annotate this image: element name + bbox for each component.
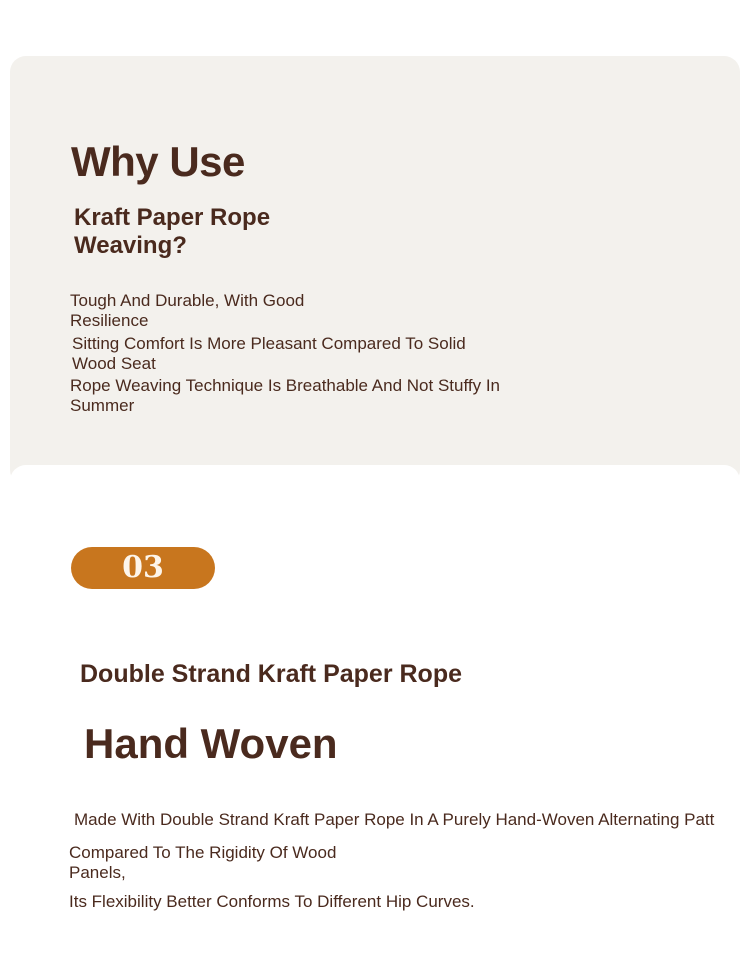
feature-description: Made With Double Strand Kraft Paper Rope In A Purely Hand-Woven Alternating Patt xyxy=(74,810,715,829)
benefit-item: Tough And Durable, With Good Resilience xyxy=(70,291,305,330)
benefit-item: Rope Weaving Technique Is Breathable And Not Stuffy In Summer xyxy=(70,376,501,415)
why-use-title: Why Use xyxy=(71,138,245,185)
feature-description: Its Flexibility Better Conforms To Different Hip Curves. xyxy=(69,892,475,911)
feature-headline: Hand Woven xyxy=(84,720,338,767)
feature-title: Double Strand Kraft Paper Rope xyxy=(80,660,462,688)
section-number-badge: 03 xyxy=(71,547,215,589)
feature-description: Compared To The Rigidity Of Wood Panels, xyxy=(69,843,337,882)
why-use-subtitle: Kraft Paper Rope Weaving? xyxy=(74,204,271,259)
why-use-card xyxy=(10,56,740,486)
benefit-item: Sitting Comfort Is More Pleasant Compared To Solid Wood Seat xyxy=(72,334,466,373)
